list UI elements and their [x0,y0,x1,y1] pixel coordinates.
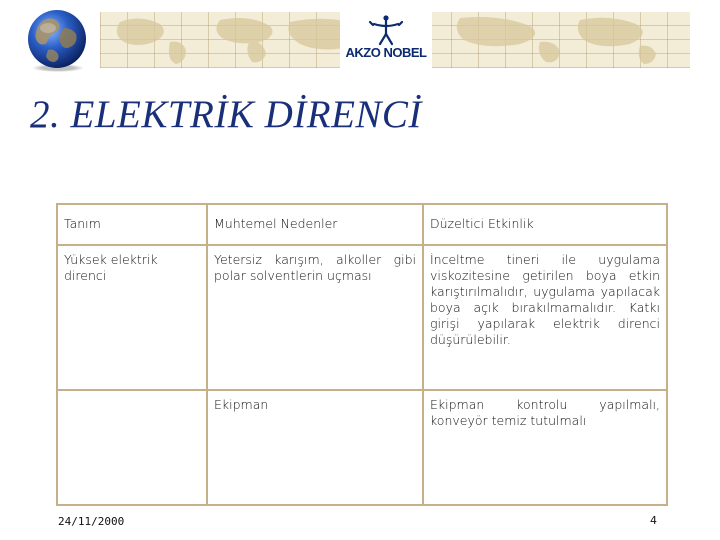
header-cell: Düzeltici Etkinlik [423,204,667,245]
definition-cell: Yüksek elektrik direnci [57,245,207,390]
cause-cell: Ekipman [207,390,423,505]
action-cell: Ekipman kontrolu yapılmalı, konveyör temiz tutulmalı [423,390,667,505]
footer-date: 24/11/2000 [58,515,125,528]
cause-cell: Yetersiz karışım, alkoller gibi polar solventlerin uçması [207,245,423,390]
slide-title: 2. ELEKTRİK DİRENCİ [30,93,422,136]
action-cell: İnceltme tineri ile uygulama viskozitesine getirilen boya etkin karıştırılmalıdır, uygulama yapılacak boya açık bırakılmamalıdır. Katkı girişi yapılarak elektrik direnci düşürülebilir. [423,245,667,390]
page-number: 4 [650,514,657,527]
logo-text: AKZO NOBEL [345,45,427,60]
header-cell: Muhtemel Nedenler [207,204,423,245]
table-row [57,245,667,390]
globe-icon [14,6,100,72]
akzo-nobel-logo [340,12,432,68]
table-row [57,390,667,505]
definition-cell [57,390,207,505]
header-cell: Tanım [57,204,207,245]
table-header-row [57,204,667,245]
cause-action-table [56,203,668,506]
